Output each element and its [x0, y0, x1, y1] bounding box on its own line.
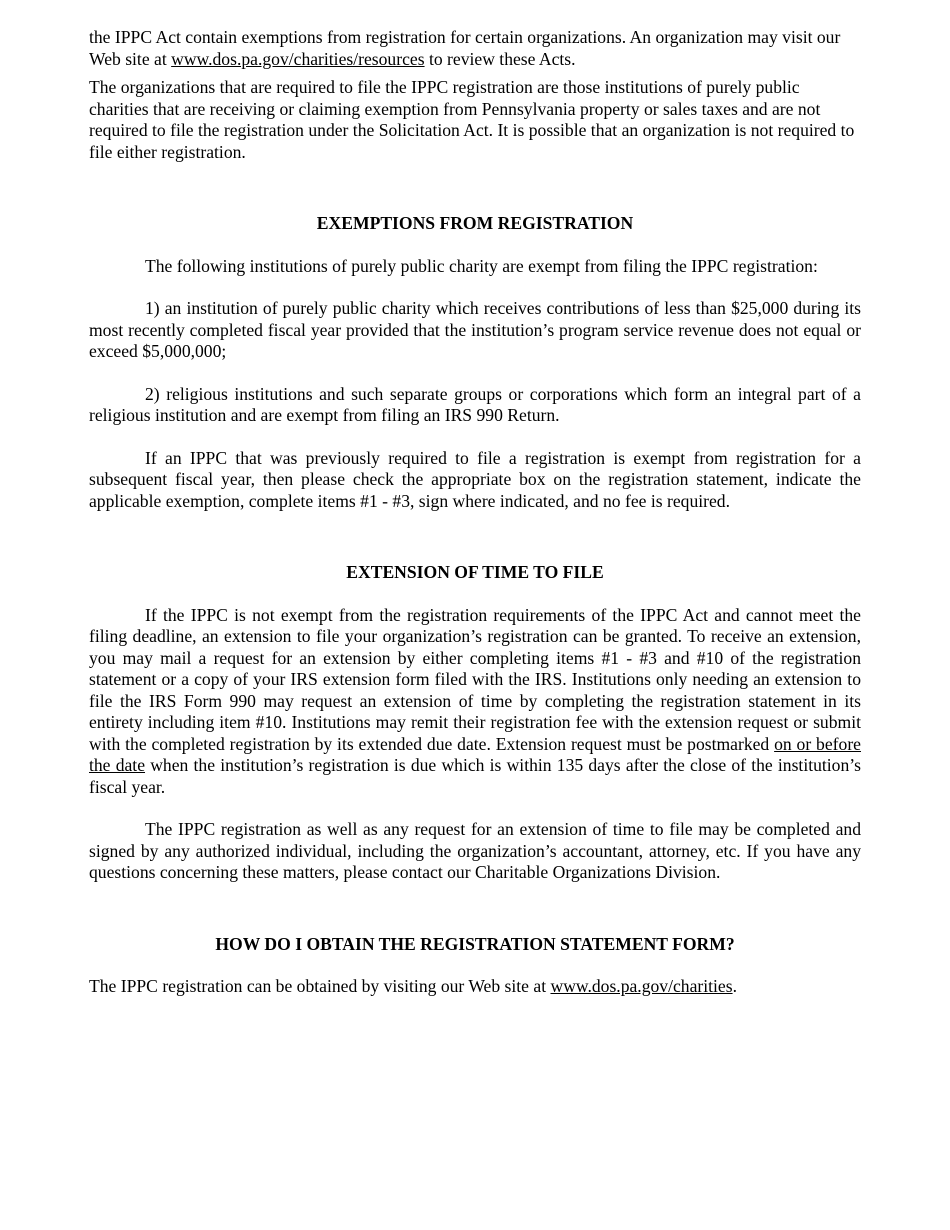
obtain-heading: HOW DO I OBTAIN THE REGISTRATION STATEMENT FORM? [215, 933, 735, 954]
extension-text-1: If the IPPC is not exempt from the registration requirements of the IPPC Act and cannot meet the filing deadline, an extension to file your organization’s registration can be granted. To receive an extension, you may mail a request for an extension by either completing items #1 - #3 and #10 of the registration statement or a copy of your IRS extension form filed with the IRS. Institutions only needing an extension to file the IRS Form 990 may request an extension of time by completing the registration statement in its entirety including item #10. Institutions may remit their registration fee with the extension request or submit with the completed registration by its extended due date. Extension request must be postmarked [89, 604, 861, 754]
resources-link[interactable]: www.dos.pa.gov/charities/resources [171, 48, 425, 69]
intro-paragraph-2: The organizations that are required to file the IPPC registration are those institutions of purely public charities that are receiving or claiming exemption from Pennsylvania property or sales taxes and are not required to file the registration under the Solicitation Act. It is possible that an organization is not required to file either registration. [89, 77, 855, 162]
exemptions-heading: EXEMPTIONS FROM REGISTRATION [316, 213, 634, 233]
obtain-text-2: . [732, 976, 737, 996]
intro-paragraph-1 [89, 27, 861, 70]
charities-link[interactable]: www.dos.pa.gov/charities [550, 976, 733, 996]
intro-text-2: to review these Acts. [424, 48, 576, 69]
intro-text-1: the IPPC Act contain exemptions from registration for certain organizations. An organization may visit our Web site at [89, 27, 841, 69]
extension-heading: EXTENSION OF TIME TO FILE [346, 562, 604, 582]
obtain-text-1: The IPPC registration can be obtained by visiting our Web site at [89, 976, 551, 996]
extension-text-2: when the institution’s registration is due which is within 135 days after the close of the institution’s fiscal year. [89, 755, 861, 797]
deadline-emphasis: on or before the date [89, 733, 861, 775]
exemption-note: If an IPPC that was previously required to file a registration is exempt from registration for a subsequent fiscal year, then please check the appropriate box on the registration statement, indicate the applicable exemption, complete items #1 - #3, sign where indicated, and no fee is required. [89, 447, 861, 511]
obtain-paragraph [89, 976, 861, 998]
extension-paragraph-1 [89, 605, 861, 799]
exemption-item-2: 2) religious institutions and such separate groups or corporations which form an integral part of a religious institution and are exempt from filing an IRS 990 Return. [89, 383, 861, 425]
exemption-item-1: 1) an institution of purely public charity which receives contributions of less than $25,000 during its most recently completed fiscal year provided that the institution’s program service revenue does not equal or exceed $5,000,000; [89, 298, 861, 361]
document-page [89, 27, 861, 998]
extension-paragraph-2: The IPPC registration as well as any request for an extension of time to file may be completed and signed by any authorized individual, including the organization’s accountant, attorney, etc. If you have any questions concerning these matters, please contact our Charitable Organizations Division. [89, 819, 861, 882]
exemptions-lead: The following institutions of purely public charity are exempt from filing the IPPC registration: [145, 255, 818, 276]
